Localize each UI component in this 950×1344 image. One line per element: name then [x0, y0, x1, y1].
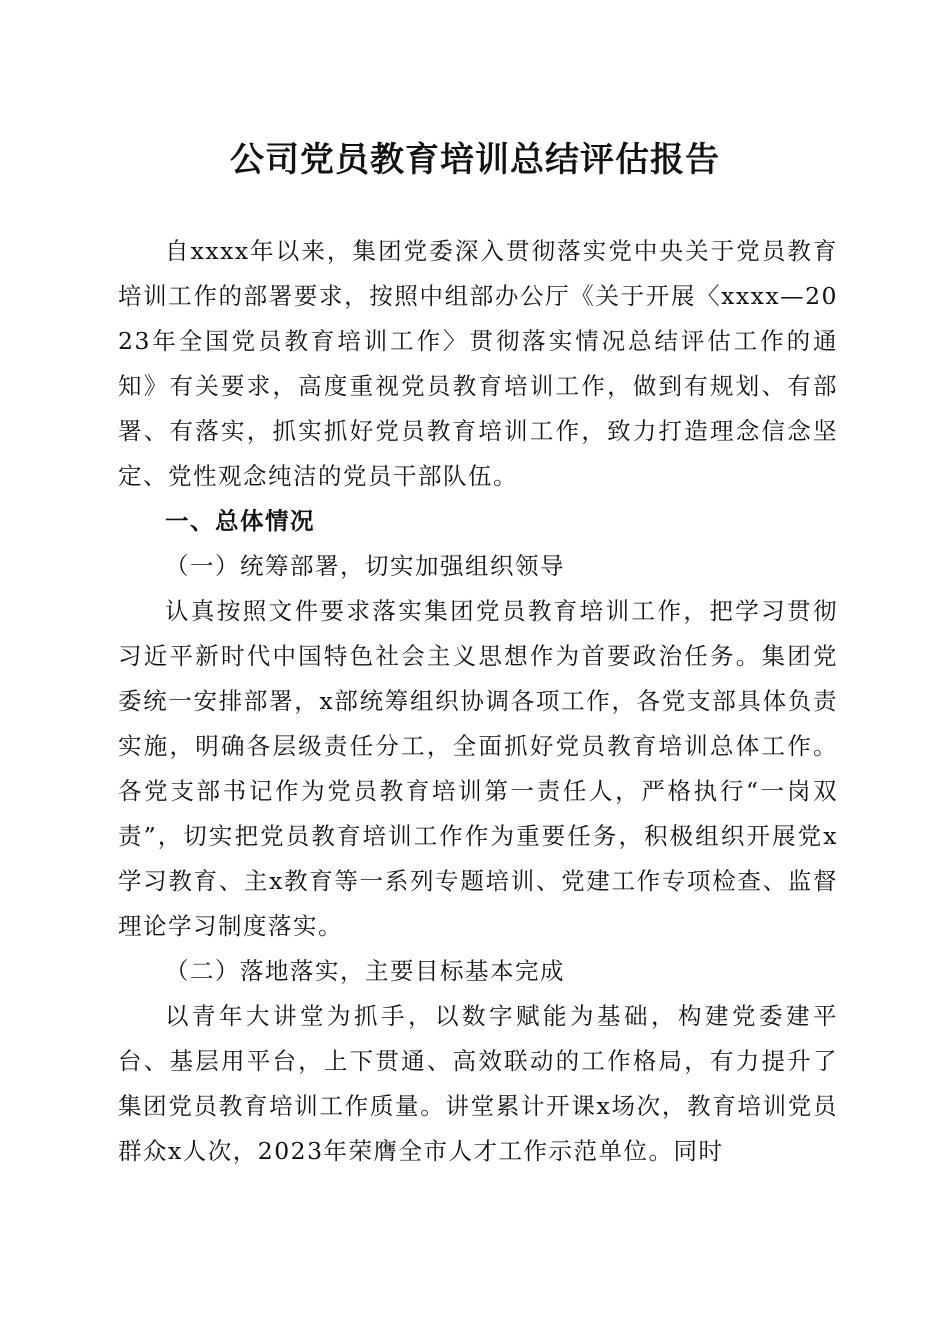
subsection-heading-1: （一）统筹部署，切实加强组织领导: [165, 552, 565, 580]
subsection-paragraph-1: 认真按照文件要求落实集团党员教育培训工作，把学习贯彻习近平新时代中国特色社会主义思想作为首要政治任务。集团党委统一安排部署，x部统筹组织协调各项工作，各党支部具体负责实施，明确各层级责任分工，全面抓好党员教育培训总体工作。各党支部书记作为党员教育培训第一责任人，严格执行“一岗双责”，切实把党员教育培训工作作为重要任务，积极组织开展党x学习教育、主x教育等一系列专题培训、党建工作专项检查、监督理论学习制度落实。: [118, 597, 838, 940]
section-heading-overview: 一、总体情况: [165, 507, 315, 535]
document-title: 公司党员教育培训总结评估报告: [230, 140, 720, 180]
subsection-paragraph-2: 以青年大讲堂为抓手，以数字赋能为基础，构建党委建平台、基层用平台，上下贯通、高效联动的工作格局，有力提升了集团党员教育培训工作质量。讲堂累计开课x场次，教育培训党员群众x人次，2023年荣膺全市人才工作示范单位。同时: [118, 1002, 838, 1165]
intro-paragraph: 自xxxx年以来，集团党委深入贯彻落实党中央关于党员教育培训工作的部署要求，按照中组部办公厅《关于开展〈xxxx—2023年全国党员教育培训工作〉贯彻落实情况总结评估工作的通知》有关要求，高度重视党员教育培训工作，做到有规划、有部署、有落实，抓实抓好党员教育培训工作，致力打造理念信念坚定、党性观念纯洁的党员干部队伍。: [118, 237, 838, 490]
document-body: [118, 229, 838, 1174]
subsection-heading-2: （二）落地落实，主要目标基本完成: [165, 957, 565, 985]
